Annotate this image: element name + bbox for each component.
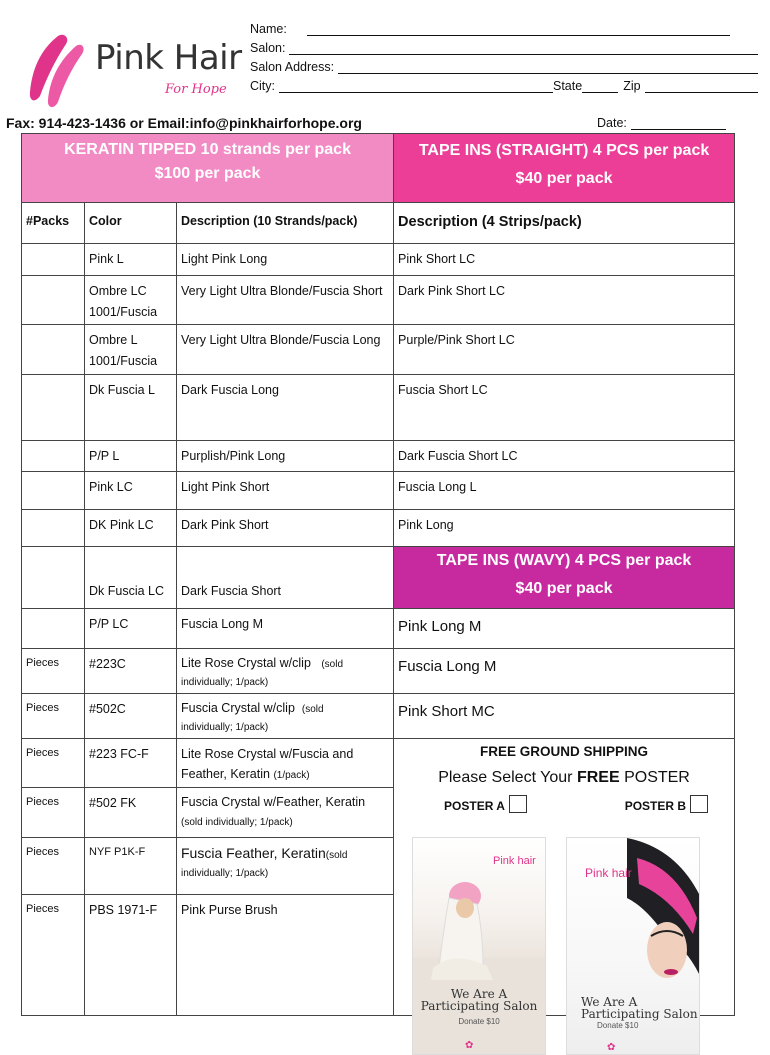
color-cell: Ombre LC 1001/Fuscia [85,276,177,325]
table-row [22,374,735,440]
poster-a-title-1: We Are A [450,986,508,1001]
desc-cell: Light Pink Short [177,471,394,509]
pieces-input[interactable]: Pieces [22,837,85,894]
desc-cell: Fuscia Long M [177,608,394,648]
tape-straight-title: TAPE INS (STRAIGHT) 4 PCS per pack [418,142,710,159]
color-cell: Dk Fuscia LC [85,546,177,608]
date-label: Date: [597,116,627,130]
col-header-tape-desc: Description (4 Strips/pack) [394,203,735,244]
logo-name: Pink Hair [95,38,242,78]
poster-b-image[interactable] [566,837,700,1055]
salon-label: Salon: [250,41,286,55]
desc-text: Lite Rose Crystal w/Fuscia and Feather, Keratin [181,746,354,782]
packs-input[interactable] [22,440,85,471]
keratin-price: $100 per pack [154,165,261,182]
prompt-post: POSTER [619,768,690,786]
desc-cell: Light Pink Long [177,244,394,276]
poster-b-title [581,996,700,1021]
desc-text: Fuscia Crystal w/Feather, Keratin [181,794,366,809]
color-cell: #223C [85,648,177,693]
pieces-input[interactable]: Pieces [22,787,85,837]
desc-note: (sold [325,849,348,861]
poster-b-checkbox[interactable] [690,795,708,813]
table-row [22,693,735,738]
keratin-header [22,134,394,203]
poster-options [394,791,734,817]
tape-wavy-title: TAPE INS (WAVY) 4 PCS per pack [436,551,692,569]
packs-input[interactable] [22,471,85,509]
state-label: State [553,79,583,93]
poster-a-title-2: Participating Salon [420,999,538,1014]
desc-cell [177,648,394,693]
pieces-input[interactable]: Pieces [22,738,85,787]
packs-input[interactable] [22,276,85,325]
poster-a-option[interactable] [444,797,527,817]
desc-cell: Dark Fuscia Short [177,546,394,608]
tape-straight-price: $40 per pack [515,170,613,187]
address-label: Salon Address: [250,60,335,74]
free-poster-section [394,738,735,1053]
desc-cell: Dark Fuscia Long [177,374,394,440]
tape-item-cell[interactable]: Pink Short MC [394,693,735,738]
table-row [22,509,735,546]
desc-note-2: individually; 1/pack) [181,722,269,733]
color-cell: #502C [85,693,177,738]
order-table [21,133,735,1053]
packs-input[interactable] [22,374,85,440]
tape-item-cell[interactable]: Fuscia Long M [394,648,735,693]
desc-note-2: individually; 1/pack) [181,868,269,880]
table-row [22,738,735,787]
desc-cell: Very Light Ultra Blonde/Fuscia Short [177,276,394,325]
tape-item-cell[interactable]: Dark Pink Short LC [394,276,735,325]
city-label: City: [250,79,275,93]
col-header-desc: Description (10 Strands/pack) [177,203,394,244]
desc-cell [177,738,394,787]
desc-text: Fuscia Feather, Keratin [181,844,326,861]
name-field[interactable] [250,22,730,36]
tape-item-cell[interactable]: Pink Long [394,509,735,546]
packs-input[interactable] [22,509,85,546]
tape-item-cell[interactable]: Purple/Pink Short LC [394,325,735,374]
poster-b-title-2: Participating Salon [581,1007,698,1022]
tape-wavy-header [394,546,735,608]
desc-cell: Pink Purse Brush [177,894,394,1015]
table-row [22,325,735,374]
packs-input[interactable] [22,244,85,276]
tape-item-cell[interactable]: Pink Long M [394,608,735,648]
packs-input[interactable] [22,608,85,648]
tape-item-cell[interactable]: Fuscia Long L [394,471,735,509]
desc-cell: Purplish/Pink Long [177,440,394,471]
ribbon-icon: ✿ [607,1041,616,1053]
color-cell: P/P LC [85,608,177,648]
color-cell: Pink LC [85,471,177,509]
desc-cell [177,693,394,738]
tape-wavy-price: $40 per pack [515,579,613,597]
table-row [22,546,735,608]
poster-a-checkbox[interactable] [509,795,527,813]
pink-hair-logo [20,30,250,110]
poster-a-logo: Pink hair [493,854,536,867]
desc-cell: Dark Pink Short [177,509,394,546]
desc-cell [177,787,394,837]
packs-input[interactable] [22,546,85,608]
address-line[interactable] [338,62,758,74]
pieces-input[interactable]: Pieces [22,693,85,738]
table-row [22,471,735,509]
desc-note: (sold [321,658,344,670]
prompt-free: FREE [576,768,620,786]
desc-text: Lite Rose Crystal w/clip [181,655,311,670]
desc-note-2: individually; 1/pack) [181,677,269,688]
poster-b-option[interactable] [625,797,708,817]
zip-line[interactable] [645,81,758,93]
hair-ribbon-icon [20,30,90,110]
table-row [22,244,735,276]
col-header-color: Color [85,203,177,244]
color-cell: P/P L [85,440,177,471]
color-cell: Ombre L 1001/Fuscia [85,325,177,374]
ribbon-icon: ✿ [465,1039,474,1051]
city-line[interactable] [279,81,553,93]
poster-b-logo: Pink hair [585,865,632,880]
color-cell: #223 FC-F [85,738,177,787]
city-field[interactable] [250,79,758,93]
tape-item-cell[interactable]: Pink Short LC [394,244,735,276]
table-row [22,648,735,693]
poster-b-label: POSTER B [624,799,687,814]
free-shipping-title: FREE GROUND SHIPPING [480,743,649,759]
name-line[interactable] [307,24,730,36]
color-cell: Dk Fuscia L [85,374,177,440]
pieces-input[interactable]: Pieces [22,894,85,1015]
poster-a-image[interactable] [412,837,546,1055]
desc-note: (sold [301,703,324,715]
table-row [22,276,735,325]
tape-straight-header [394,134,735,203]
color-cell: Pink L [85,244,177,276]
table-row [22,608,735,648]
poster-a-label: POSTER A [444,799,505,814]
poster-b-title-1: We Are A [581,994,638,1009]
name-label: Name: [250,22,287,36]
logo-tagline: For Hope [165,82,227,97]
desc-cell: Very Light Ultra Blonde/Fuscia Long [177,325,394,374]
zip-label: Zip [623,79,641,93]
prompt-pre: Please Select Your [438,768,577,786]
address-field[interactable] [250,60,758,74]
poster-b-donate: Donate $10 [597,1020,639,1030]
poster-a-title [413,988,545,1013]
desc-cell [177,837,394,894]
color-cell: #502 FK [85,787,177,837]
color-cell: NYF P1K-F [85,837,177,894]
poster-select-prompt [394,765,734,791]
state-line[interactable] [582,81,618,93]
salon-field[interactable] [250,41,758,55]
keratin-title: KERATIN TIPPED 10 strands per pack [64,141,351,158]
desc-text: Fuscia Crystal w/clip [181,700,295,715]
col-header-packs: #Packs [22,203,85,244]
table-row [22,440,735,471]
color-cell: PBS 1971-F [85,894,177,1015]
pieces-input[interactable]: Pieces [22,648,85,693]
color-cell: DK Pink LC [85,509,177,546]
tape-item-cell[interactable]: Dark Fuscia Short LC [394,440,735,471]
desc-note-2: (sold individually; 1/pack) [181,817,293,829]
desc-note: (1/pack) [273,770,310,782]
date-field[interactable] [597,116,726,130]
salon-line[interactable] [289,43,758,55]
fax-email-line: Fax: 914-423-1436 or Email:info@pinkhairforhope.org [6,115,362,131]
date-line[interactable] [631,118,726,130]
tape-item-cell[interactable]: Fuscia Short LC [394,374,735,440]
poster-a-donate: Donate $10 [458,1016,500,1026]
packs-input[interactable] [22,325,85,374]
